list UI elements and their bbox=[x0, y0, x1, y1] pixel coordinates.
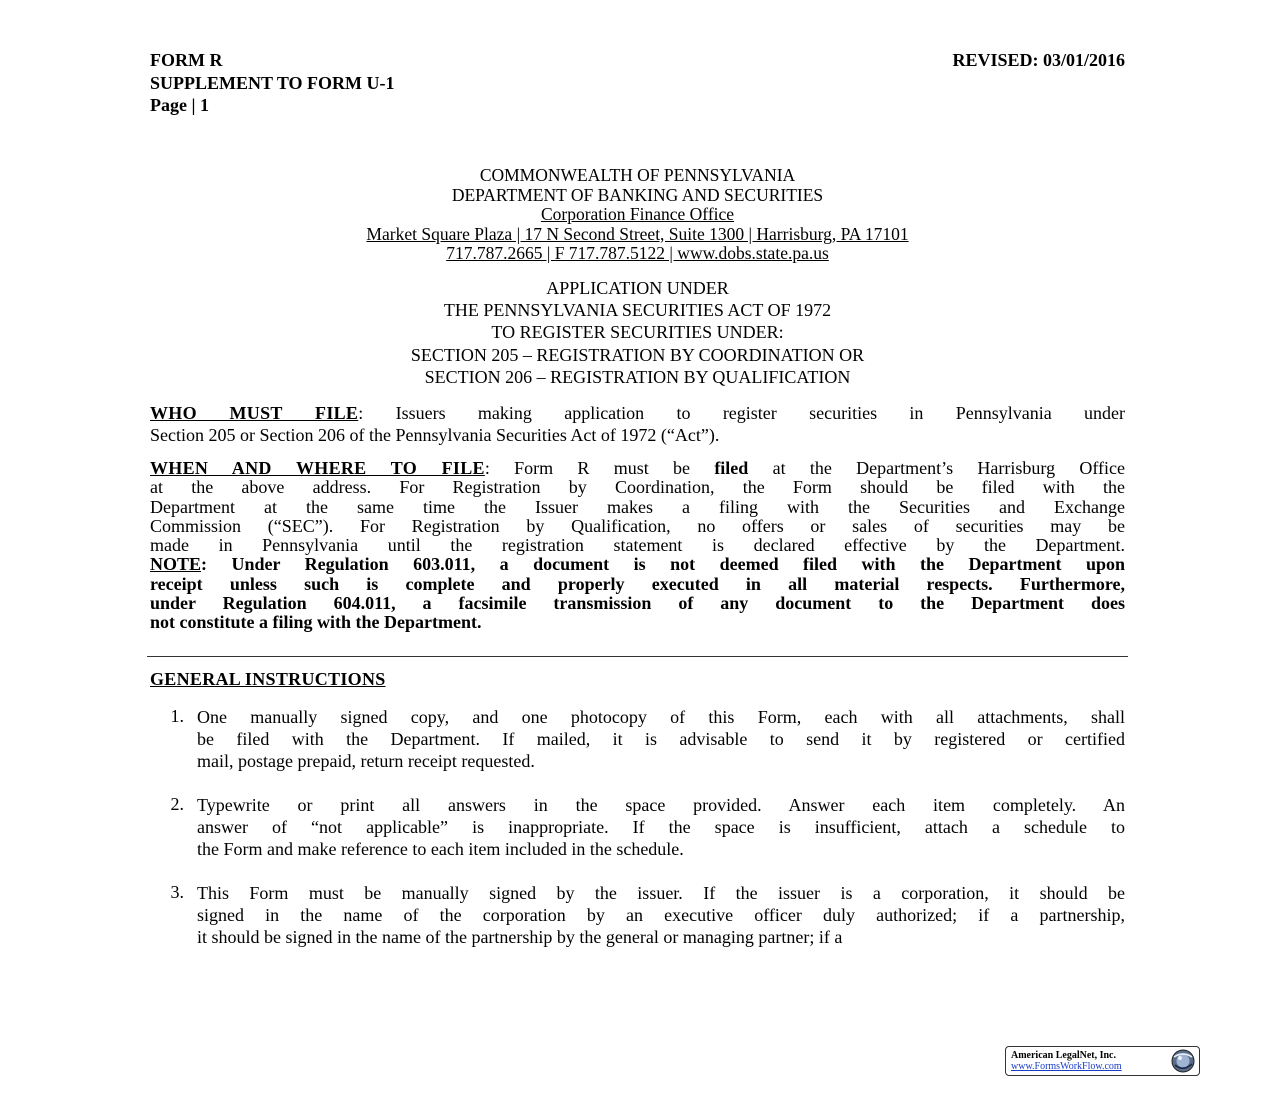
form-name: FORM R bbox=[150, 50, 223, 70]
agency-line1: COMMONWEALTH OF PENNSYLVANIA bbox=[479, 165, 796, 185]
when-text1a: Form R must be bbox=[514, 458, 691, 478]
note-line3: under Regulation 604.011, a facsimile transmission of any document to the Department does bbox=[150, 593, 1125, 614]
note-line4: not constitute a filing with the Department. bbox=[150, 612, 482, 633]
title-line3: TO REGISTER SECURITIES UNDER: bbox=[491, 322, 784, 343]
who-line1 bbox=[150, 402, 1125, 424]
who-label: WHO MUST FILE bbox=[150, 403, 359, 423]
globe-logo-icon bbox=[1170, 1048, 1196, 1074]
who-line2: Section 205 or Section 206 of the Pennsylvania Securities Act of 1972 (“Act”). bbox=[150, 425, 720, 445]
form-header bbox=[150, 49, 395, 117]
who-text1: Issuers making application to register securities in Pennsylvania under bbox=[395, 403, 1126, 423]
when-text1b: filed bbox=[714, 458, 749, 478]
note-text1: : Under Regulation 603.011, a document is not deemed filed with the Department upon bbox=[201, 554, 1125, 575]
title-line4: SECTION 205 – REGISTRATION BY COORDINATION OR bbox=[410, 344, 865, 365]
note-label: NOTE bbox=[150, 554, 202, 575]
when-label: WHEN AND WHERE TO FILE bbox=[150, 458, 485, 478]
general-instructions-heading: GENERAL INSTRUCTIONS bbox=[150, 669, 386, 689]
item3-line1: This Form must be manually signed by the issuer. If the issuer is a corporation, it should be bbox=[197, 883, 1125, 903]
section-divider bbox=[147, 656, 1128, 657]
when-where-section bbox=[150, 459, 1125, 633]
when-line2: at the above address. For Registration by Coordination, the Form should be filed with the bbox=[150, 477, 1125, 498]
item-number: 2. bbox=[170, 794, 184, 814]
instruction-item bbox=[197, 794, 1125, 860]
revised-date: REVISED: 03/01/2016 bbox=[952, 50, 1125, 70]
agency-address: Market Square Plaza | 17 N Second Street, Suite 1300 | Harrisburg, PA 17101 bbox=[366, 223, 909, 244]
when-line3: Department at the same time the Issuer makes a filing with the Securities and Exchange bbox=[150, 496, 1125, 517]
instruction-item bbox=[197, 706, 1125, 772]
note-line2: receipt unless such is complete and properly executed in all material respects. Furthermore, bbox=[150, 573, 1125, 594]
item1-line3: mail, postage prepaid, return receipt requested. bbox=[197, 751, 535, 771]
title-line2: THE PENNSYLVANIA SECURITIES ACT OF 1972 bbox=[443, 300, 832, 321]
instruction-item bbox=[197, 882, 1125, 948]
item3-line2: signed in the name of the corporation by an executive officer duly authorized; if a partnership, bbox=[197, 905, 1125, 925]
title-line1: APPLICATION UNDER bbox=[546, 278, 729, 298]
who-colon: : bbox=[358, 403, 364, 423]
when-line1 bbox=[150, 459, 1125, 478]
item3-line3: it should be signed in the name of the partnership by the general or managing partner; if a bbox=[197, 927, 843, 947]
agency-line2: DEPARTMENT OF BANKING AND SECURITIES bbox=[451, 184, 824, 205]
when-line5: made in Pennsylvania until the registration statement is declared effective by the Department. bbox=[150, 535, 1125, 556]
when-line4: Commission (“SEC”). For Registration by Qualification, no offers or sales of securities may be bbox=[150, 515, 1125, 536]
item1-line2: be filed with the Department. If mailed, it is advisable to send it by registered or certified bbox=[197, 729, 1125, 749]
who-must-file-section bbox=[150, 402, 1125, 446]
form-supplement: SUPPLEMENT TO FORM U-1 bbox=[150, 72, 395, 93]
page-number: Page | 1 bbox=[150, 95, 209, 115]
item-number: 3. bbox=[170, 882, 184, 902]
item1-line1: One manually signed copy, and one photocopy of this Form, each with all attachments, shall bbox=[197, 707, 1125, 727]
when-text1c: at the Department’s Harrisburg Office bbox=[772, 458, 1126, 478]
item-number: 1. bbox=[170, 706, 184, 726]
note-line1 bbox=[150, 555, 1125, 574]
agency-block bbox=[150, 166, 1125, 264]
item2-line3: the Form and make reference to each item included in the schedule. bbox=[197, 839, 684, 859]
badge-company: American LegalNet, Inc. bbox=[1011, 1050, 1116, 1061]
item2-line2: answer of “not applicable” is inappropriate. If the space is insufficient, attach a schedule to bbox=[197, 817, 1125, 837]
when-colon: : bbox=[484, 458, 490, 478]
badge-url[interactable]: www.FormsWorkFlow.com bbox=[1011, 1061, 1122, 1072]
application-title bbox=[150, 277, 1125, 388]
agency-office: Corporation Finance Office bbox=[540, 204, 735, 224]
title-line5: SECTION 206 – REGISTRATION BY QUALIFICATION bbox=[424, 366, 851, 387]
agency-contact[interactable]: 717.787.2665 | F 717.787.5122 | www.dobs.state.pa.us bbox=[446, 243, 829, 263]
item2-line1: Typewrite or print all answers in the space provided. Answer each item completely. An bbox=[197, 795, 1125, 815]
legalnet-badge[interactable] bbox=[1005, 1046, 1200, 1076]
